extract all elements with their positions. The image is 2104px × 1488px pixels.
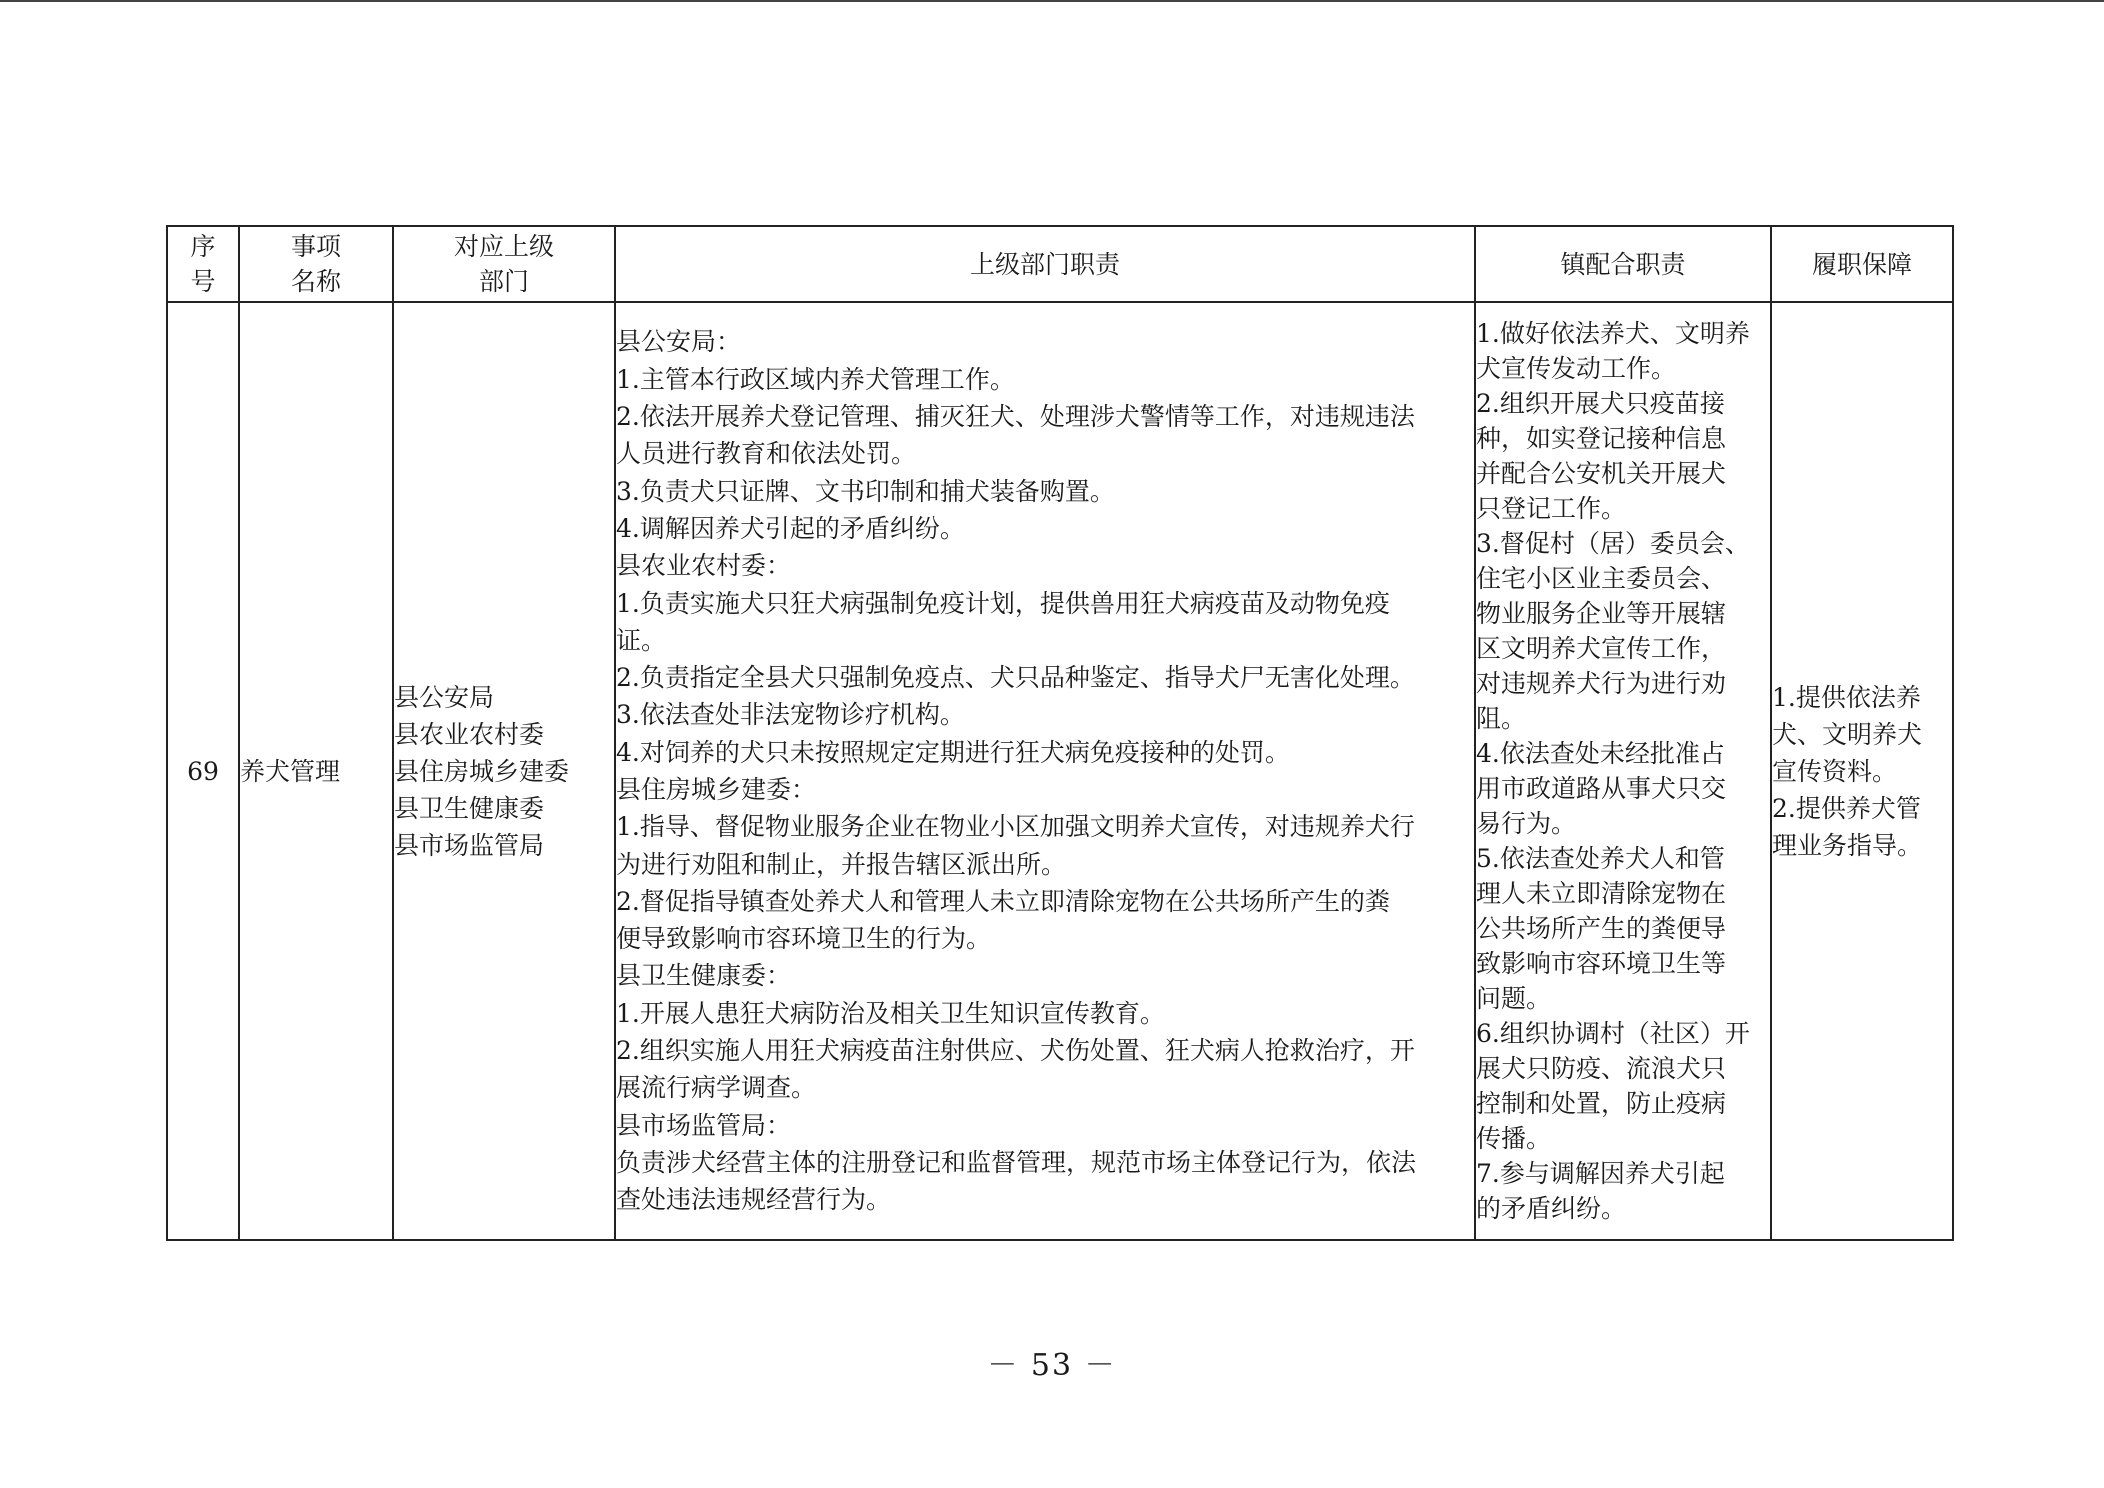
town-line: 并配合公安机关开展犬 <box>1476 459 1727 488</box>
duty-line: 3.负责犬只证牌、文书印制和捕犬装备购置。 <box>616 476 1115 506</box>
duty-line: 县公安局： <box>616 327 742 357</box>
row-superior-duties <box>615 302 1475 1240</box>
duty-line: 1.主管本行政区域内养犬管理工作。 <box>616 364 1015 394</box>
dept-line: 县农业农村委 <box>394 719 545 749</box>
page-number: － 53 － <box>987 1348 1117 1383</box>
guarantee-line: 理业务指导。 <box>1772 830 1923 860</box>
duty-line: 人员进行教育和依法处罚。 <box>616 439 917 469</box>
duty-line: 展流行病学调查。 <box>616 1073 817 1103</box>
duty-line: 3.依法查处非法宠物诊疗机构。 <box>616 700 965 730</box>
dept-line: 县卫生健康委 <box>394 793 545 823</box>
duty-line: 1.开展人患狂犬病防治及相关卫生知识宣传教育。 <box>616 998 1165 1028</box>
dept-line: 县公安局 <box>394 682 495 712</box>
guarantee-line: 1.提供依法养 <box>1772 682 1921 712</box>
town-line: 致影响市容环境卫生等 <box>1476 949 1727 978</box>
table-row <box>167 302 1953 1240</box>
header-superior-duties: 上级部门职责 <box>615 226 1475 302</box>
town-line: 的矛盾纠纷。 <box>1476 1194 1627 1223</box>
page-top-rule <box>0 0 2104 2</box>
duty-line: 1.负责实施犬只狂犬病强制免疫计划，提供兽用狂犬病疫苗及动物免疫 <box>616 588 1390 618</box>
town-line: 区文明养犬宣传工作， <box>1476 634 1727 663</box>
town-line: 7.参与调解因养犬引起 <box>1476 1159 1725 1188</box>
town-line: 4.依法查处未经批准占 <box>1476 739 1725 768</box>
town-line: 1.做好依法养犬、文明养 <box>1476 319 1750 348</box>
duty-line: 县农业农村委： <box>616 551 792 581</box>
town-line: 易行为。 <box>1476 809 1577 838</box>
town-line: 住宅小区业主委员会、 <box>1476 564 1727 593</box>
duty-line: 2.督促指导镇查处养犬人和管理人未立即清除宠物在公共场所产生的粪 <box>616 886 1390 916</box>
row-guarantee <box>1771 302 1953 1240</box>
duty-line: 便导致影响市容环境卫生的行为。 <box>616 924 992 954</box>
duty-line: 1.指导、督促物业服务企业在物业小区加强文明养犬宣传，对违规养犬行 <box>616 812 1415 842</box>
town-line: 理人未立即清除宠物在 <box>1476 879 1727 908</box>
town-line: 公共场所产生的粪便导 <box>1476 914 1727 943</box>
town-line: 展犬只防疫、流浪犬只 <box>1476 1054 1727 1083</box>
town-line: 对违规养犬行为进行劝 <box>1476 669 1727 698</box>
guarantee-line: 犬、文明养犬 <box>1772 719 1923 749</box>
header-guarantee: 履职保障 <box>1771 226 1953 302</box>
duty-line: 县市场监管局： <box>616 1110 792 1140</box>
duty-table <box>166 225 1954 1241</box>
duty-line: 2.负责指定全县犬只强制免疫点、犬只品种鉴定、指导犬尸无害化处理。 <box>616 663 1415 693</box>
town-line: 传播。 <box>1476 1124 1552 1153</box>
town-line: 用市政道路从事犬只交 <box>1476 774 1727 803</box>
duty-line: 为进行劝阻和制止，并报告辖区派出所。 <box>616 849 1067 879</box>
guarantee-line: 宣传资料。 <box>1772 756 1898 786</box>
dept-line: 县住房城乡建委 <box>394 756 570 786</box>
town-line: 控制和处置，防止疫病 <box>1476 1089 1727 1118</box>
duty-line: 县卫生健康委： <box>616 961 792 991</box>
town-line: 2.组织开展犬只疫苗接 <box>1476 389 1725 418</box>
duty-line: 4.调解因养犬引起的矛盾纠纷。 <box>616 513 965 543</box>
duty-line: 负责涉犬经营主体的注册登记和监督管理，规范市场主体登记行为，依法 <box>616 1147 1417 1177</box>
town-line: 种，如实登记接种信息 <box>1476 424 1727 453</box>
duty-line: 4.对饲养的犬只未按照规定定期进行狂犬病免疫接种的处罚。 <box>616 737 1290 767</box>
town-line: 3.督促村（居）委员会、 <box>1476 529 1750 558</box>
table-header-row <box>167 226 1953 302</box>
header-item-name: 事项 名称 <box>239 226 393 302</box>
duty-line: 查处违法违规经营行为。 <box>616 1185 892 1215</box>
guarantee-line: 2.提供养犬管 <box>1772 793 1921 823</box>
town-line: 5.依法查处养犬人和管 <box>1476 844 1725 873</box>
row-number: 69 <box>167 302 239 1240</box>
town-line: 只登记工作。 <box>1476 494 1627 523</box>
row-superior-dept <box>393 302 615 1240</box>
dept-line: 县市场监管局 <box>394 830 545 860</box>
town-line: 物业服务企业等开展辖 <box>1476 599 1727 628</box>
header-town-duties: 镇配合职责 <box>1475 226 1771 302</box>
row-item-name: 养犬管理 <box>239 302 393 1240</box>
header-superior-dept: 对应上级 部门 <box>393 226 615 302</box>
duty-line: 证。 <box>616 625 667 655</box>
header-number: 序 号 <box>167 226 239 302</box>
duty-line: 2.组织实施人用狂犬病疫苗注射供应、犬伤处置、狂犬病人抢救治疗，开 <box>616 1036 1415 1066</box>
duty-line: 2.依法开展养犬登记管理、捕灭狂犬、处理涉犬警情等工作，对违规违法 <box>616 402 1415 432</box>
town-line: 问题。 <box>1476 984 1552 1013</box>
row-town-duties <box>1475 302 1771 1240</box>
town-line: 阻。 <box>1476 704 1527 733</box>
town-line: 犬宣传发动工作。 <box>1476 354 1677 383</box>
town-line: 6.组织协调村（社区）开 <box>1476 1019 1750 1048</box>
duty-line: 县住房城乡建委： <box>616 775 817 804</box>
